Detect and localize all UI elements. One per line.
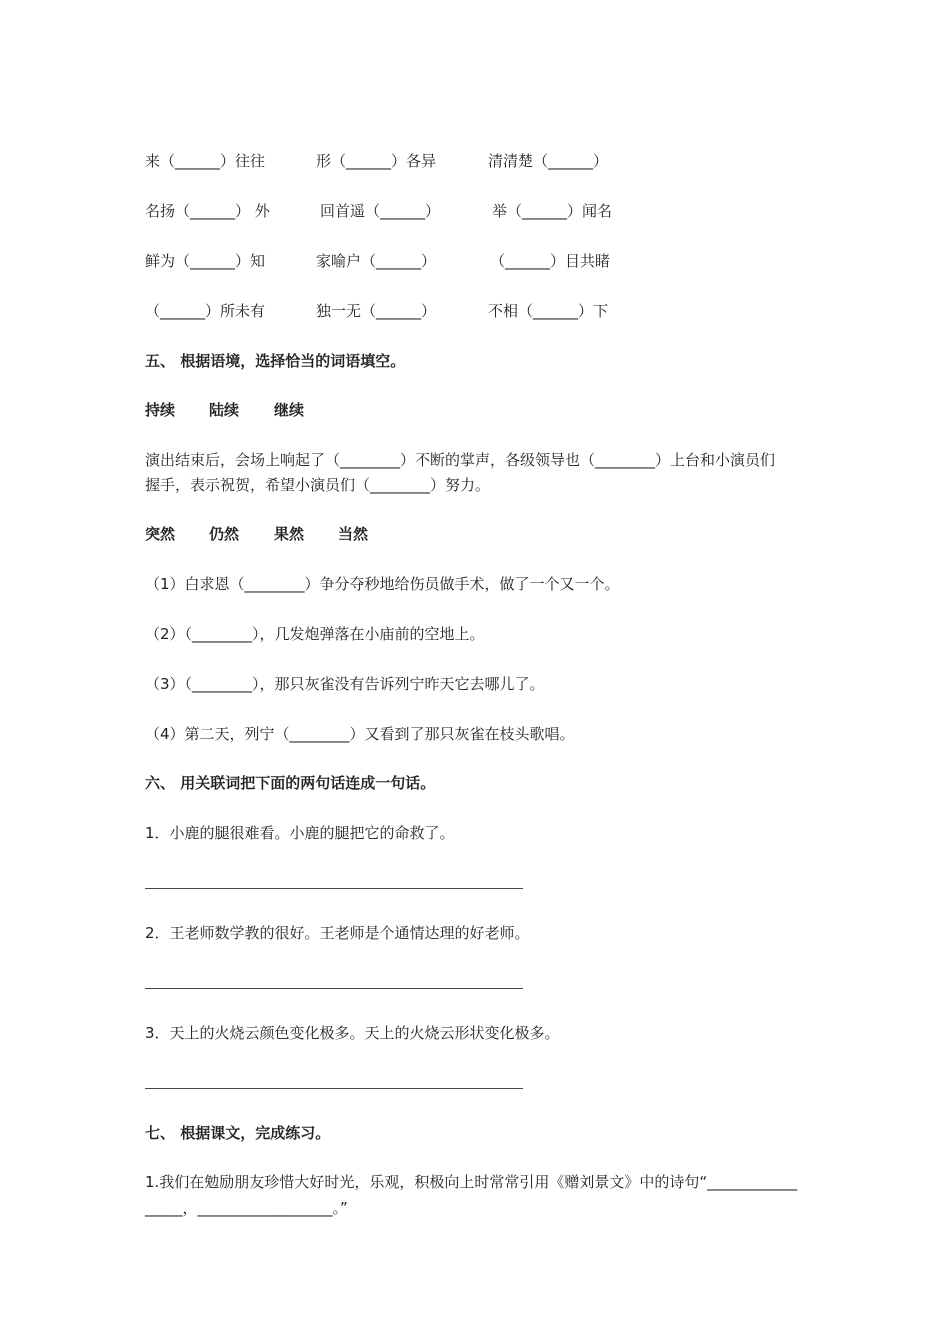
idiom-4-3: 不相（______）下 [488,302,609,320]
paragraph-1-line-2: 握手，表示祝贺，希望小演员们（________）努力。 [145,476,491,494]
paragraph-1-line-1: 演出结束后，会场上响起了（________）不断的掌声，各级领导也（________）上台和小演员们 [145,451,776,469]
answer-line-3 [145,1088,523,1089]
word-choice: 持续 [145,401,176,419]
exercise-item-3: （3）（________），那只灰雀没有告诉列宁昨天它去哪儿了。 [145,675,545,693]
poem-question-line-2: _____，__________________。” [145,1199,348,1217]
poem-question-line-1: 1.我们在勉励朋友珍惜大好时光，乐观，积极向上时常常引用《赠刘景文》中的诗句“____________ [145,1173,798,1191]
idiom-3-2: 家喻户（______） [316,252,437,270]
word-choice: 突然 [145,525,176,543]
section-6-title: 六、 用关联词把下面的两句话连成一句话。 [145,774,436,792]
idiom-2-3: 举（______）闻名 [492,202,613,220]
section-7-title: 七、 根据课文，完成练习。 [145,1124,331,1142]
word-choice: 当然 [338,525,369,543]
idiom-1-2: 形（______）各异 [316,152,437,170]
idiom-4-1: （______）所未有 [145,302,266,320]
word-choice: 果然 [274,525,305,543]
idiom-3-3: （______）目共睹 [490,252,611,270]
exercise-item-4: （4）第二天，列宁（________）又看到了那只灰雀在枝头歌唱。 [145,725,575,743]
answer-line-2 [145,988,523,989]
idiom-2-2: 回首遥（______） [320,202,441,220]
idiom-3-1: 鲜为（______）知 [145,252,266,270]
section-5-title: 五、 根据语境，选择恰当的词语填空。 [145,352,406,370]
idiom-4-2: 独一无（______） [316,302,437,320]
word-choice: 仍然 [209,525,240,543]
sentence-item-2: 2．王老师数学教的很好。王老师是个通情达理的好老师。 [145,924,530,942]
idiom-2-1: 名扬（______） 外 [145,202,270,220]
sentence-item-3: 3．天上的火烧云颜色变化极多。天上的火烧云形状变化极多。 [145,1024,560,1042]
idiom-1-3: 清清楚（______） [488,152,609,170]
word-choice: 继续 [274,401,305,419]
sentence-item-1: 1．小鹿的腿很难看。小鹿的腿把它的命救了。 [145,824,455,842]
word-choice: 陆续 [209,401,240,419]
exercise-item-2: （2）（________），几发炮弹落在小庙前的空地上。 [145,625,485,643]
answer-line-1 [145,888,523,889]
exercise-item-1: （1）白求恩（________）争分夺秒地给伤员做手术，做了一个又一个。 [145,575,620,593]
idiom-1-1: 来（______）往往 [145,152,266,170]
